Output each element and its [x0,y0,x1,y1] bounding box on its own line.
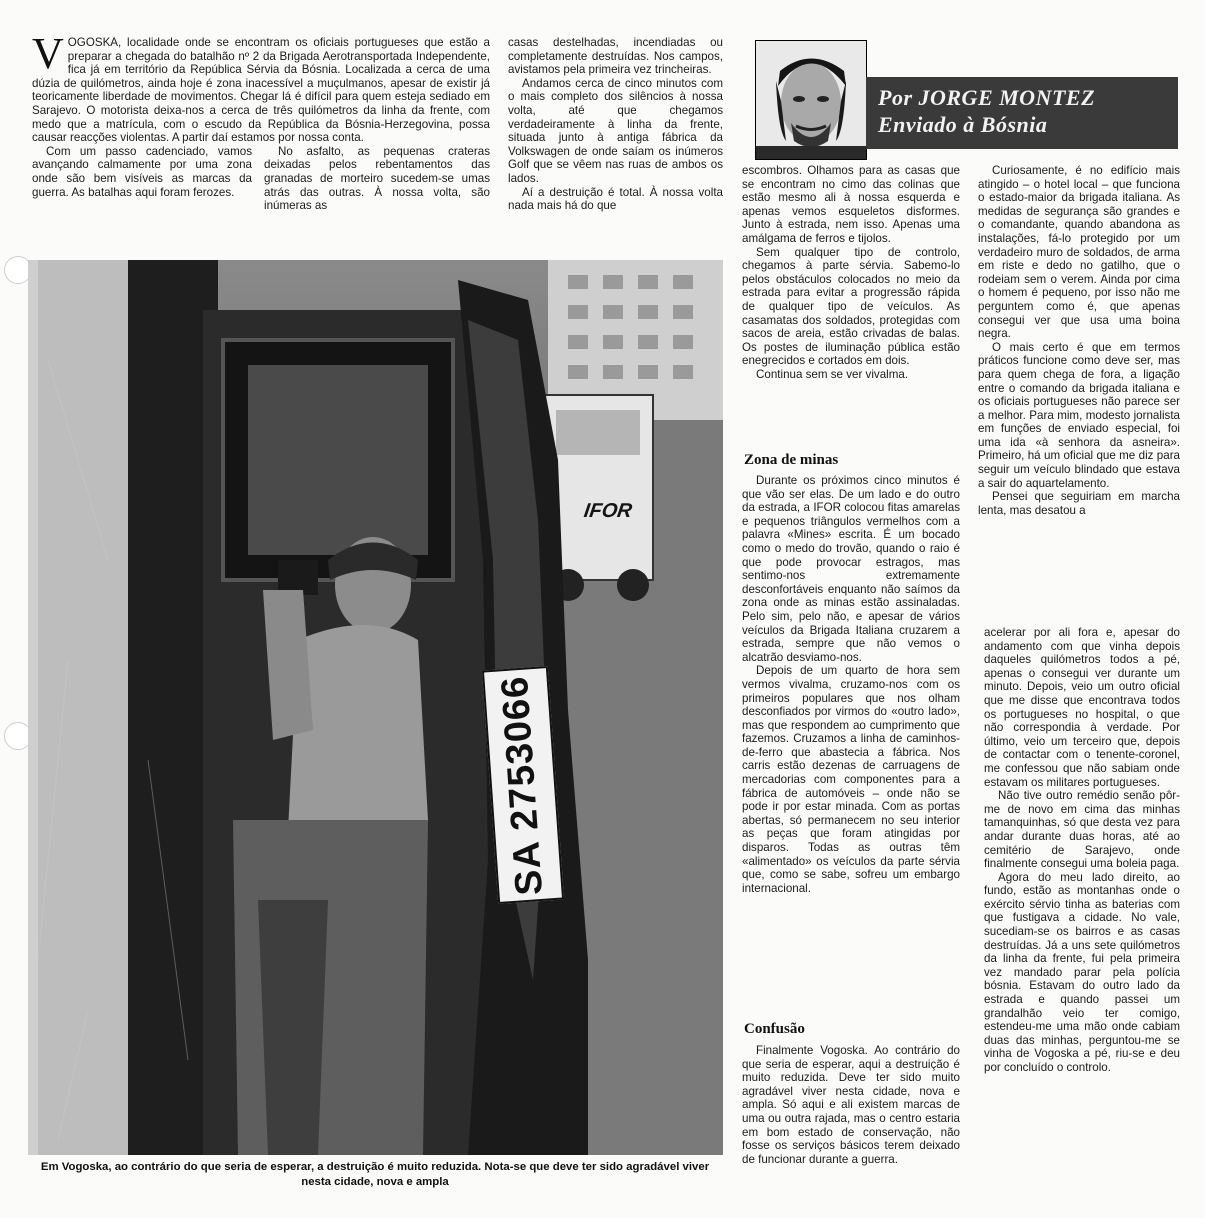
article-column-3c [742,1044,960,1204]
paragraph: O mais certo é que em termos práticos funcione como deve ser, mas para quem chega de fora, a ligação entre o comando da brigada italiana e os oficiais portugueses não parece ser a melhor. Para mim, modesto jornalista em funções de enviado especial, foi uma ida «à senhora da asneira». Primeiro, há um oficial que me diz para seguir um veículo blindado que estava a sair do aquartelamento. [978,340,1180,490]
article-column-1 [32,36,490,254]
intro-paragraph: OGOSKA, localidade onde se encontram os oficiais portugueses que estão a preparar a chegada do batalhão nº 2 da Brigada Aerotransportada Independente, fica já em território da República Sérvia da Bósnia. Localizada a cerca de uma dúzia de quilómetros, ainda hoje é zona inacessível a muçulmanos, apesar de existir já teoricamente liberdade de movimentos. Chegar lá é difícil para quem esteja sediado em Sarajevo. O motorista deixa-nos a cerca de três quilómetros da linha da frente, com medo que a matrícula, com o escudo da República da Bósnia-Herzegovina, possa causar reacções violentas. A partir daí estamos por nossa conta. [32,36,490,145]
paragraph: Agora do meu lado direito, ao fundo, estão as montanhas onde o exército sérvio tinha as baterias com que fustigava a cidade. No vale, sucediam-se os bairros e as casas destruídas. Já a uns sete quilómetros da linha da frente, fui pela primeira vez mandado parar pela polícia bósnia. Estavam do outro lado da estrada e quando passei um grandalhão veio ter comigo, estendeu-me uma mão onde cabiam duas das minhas, perguntou-me se vinha de Vogoska a pé, riu-se e deu por concluído o controlo. [984,870,1180,1074]
byline [878,84,1095,138]
byline-role: Enviado à Bósnia [878,112,1048,137]
article-column-4b [984,626,1180,1166]
paragraph: Continua sem se ver vivalma. [756,367,909,381]
paragraph: No asfalto, as pequenas crateras deixadas pelos rebentamentos das granadas de morteiro sucedem-se umas atrás das outras. À nossa volta, são inúmeras as [264,144,490,213]
byline-author: Por JORGE MONTEZ [878,85,1096,110]
article-column-4 [978,164,1180,609]
paragraph: casas destelhadas, incendiadas ou completamente destruídas. Nos campos, avistamos pela primeira vez trincheiras. [508,36,723,77]
subheading-zona-de-minas: Zona de minas [744,452,839,468]
paragraph: Depois de um quarto de hora sem vermos vivalma, cruzamo-nos com os primeiros populares que nos olham desconfiados por virmos do «outro lado», mas que respondem ao cumprimento que fazemos. Cruzamos a linha de caminhos-de-ferro que abastecia a fábrica. Nos carris estão dezenas de carruagens de mercadorias com componentes para a fábrica de automóveis – onde não se pode ir por estar minada. Com as portas abertas, só permanecem no seu interior as peças que foram atingidas por disparos. Todas as outras têm «alimentado» os veículos da parte sérvia que, como se sabe, sofreu um embargo internacional. [742,664,960,895]
article-column-3b [742,474,960,1014]
photo-caption: Em Vogoska, ao contrário do que seria de esperar, a destruição é muito reduzida. Nota-se que deve ter sido agradável viver nesta cidade, nova e ampla [40,1161,710,1188]
article-photo [28,260,723,1155]
paragraph: Não tive outro remédio senão pôr-me de novo em cima das minhas tamanquinhas, só que desta vez para andar durante duas horas, até ao cemitério de Sarajevo, onde finalmente consegui uma boleia paga. [984,789,1180,871]
article-column-2 [508,36,723,254]
portrait-image [756,41,866,159]
paragraph: Durante os próximos cinco minutos é que vão ser elas. De um lado e do outro da estrada, a IFOR colocou fitas amarelas e pequenos triângulos vermelhos com a palavra «Mines» escrita. É um bocado como o medo do trovão, quando o raio é que pode provocar estragos, mas sentimo-nos extremamente desconfortáveis enquanto não saímos da zona onde as minas estão assinaladas. Pelo sim, pelo não, e apesar de vários veículos da Brigada Italiana cruzarem a estrada, sempre que não vemos o alcatrão desviamo-nos. [742,474,960,664]
author-portrait [755,40,867,160]
license-plate-text: SA 2753066 [493,673,552,897]
paragraph: escombros. Olhamos para as casas que se encontram no cimo das colinas que estão mesmo ali à nossa esquerda e apenas vemos esqueletos disformes. Junto à estrada, nem isso. Apenas uma amálgama de ferros e tijolos. [742,164,960,245]
paragraph: Finalmente Vogoska. Ao contrário do que seria de esperar, aqui a destruição é muito reduzida. Deve ter sido muito agradável viver nesta cidade, nova e ampla. Só aqui e ali existem marcas de uma ou outra rajada, mas o centro estaria em bom estado de conservação, não fosse os serviços básicos terem deixado de funcionar durante a guerra. [742,1044,960,1166]
subheading-confusao: Confusão [744,1021,805,1037]
article-column-3 [742,164,960,444]
paragraph: Andamos cerca de cinco minutos com o mais completo dos silêncios à nossa volta, até que chegamos verdadeiramente à linha da frente, situada junto à antiga fábrica da Volkswagen de onde saíam os inúmeros Golf que se vêem nas ruas de ambos os lados. [508,76,723,185]
paragraph: acelerar por ali fora e, apesar do andamento com que vinha depois daqueles quilómetros todos a pé, apenas o consegui ver durante um minuto. Depois, veio um outro oficial que me disse que encontrava todos os portugueses no hospital, o que não correspondia à verdade. Por último, veio um terceiro que, depois de contactar com o tenente-coronel, me confessou que não sabiam onde estavam os militares portugueses. [984,626,1180,789]
drop-cap: V [32,36,64,78]
paragraph: Sem qualquer tipo de controlo, chegamos à parte sérvia. Sabemo-lo pelos obstáculos colocados no meio da estrada para evitar a progressão rápida de qualquer tipo de veículos. As casamatas dos soldados, protegidas com sacos de areia, estão crivadas de balas. Os postes de iluminação pública estão enegrecidos e cortados em dois. [742,245,960,368]
paragraph: Aí a destruição é total. À nossa volta nada mais há do que [508,185,723,213]
vehicle-marking: IFOR [582,500,634,522]
photo-illustration [28,260,723,1155]
paragraph: Curiosamente, é no edifício mais atingido – o hotel local – que funciona o estado-maior da brigada italiana. As medidas de segurança são grandes e o comandante, quando abandona as instalações, fá-lo protegido por um verdadeiro muro de soldados, de arma em riste e dedo no gatilho, que o rodeiam sem o verem. Ainda por cima o homem é pequeno, por isso não me perguntem como é, que apenas consegui ver que usa uma boina negra. [978,164,1180,341]
paragraph: Com um passo cadenciado, vamos avançando calmamente por uma zona onde são bem visíveis as marcas da guerra. As batalhas aqui foram ferozes. [32,144,252,199]
paragraph: Pensei que seguiriam em marcha lenta, mas desatou a [978,490,1180,517]
